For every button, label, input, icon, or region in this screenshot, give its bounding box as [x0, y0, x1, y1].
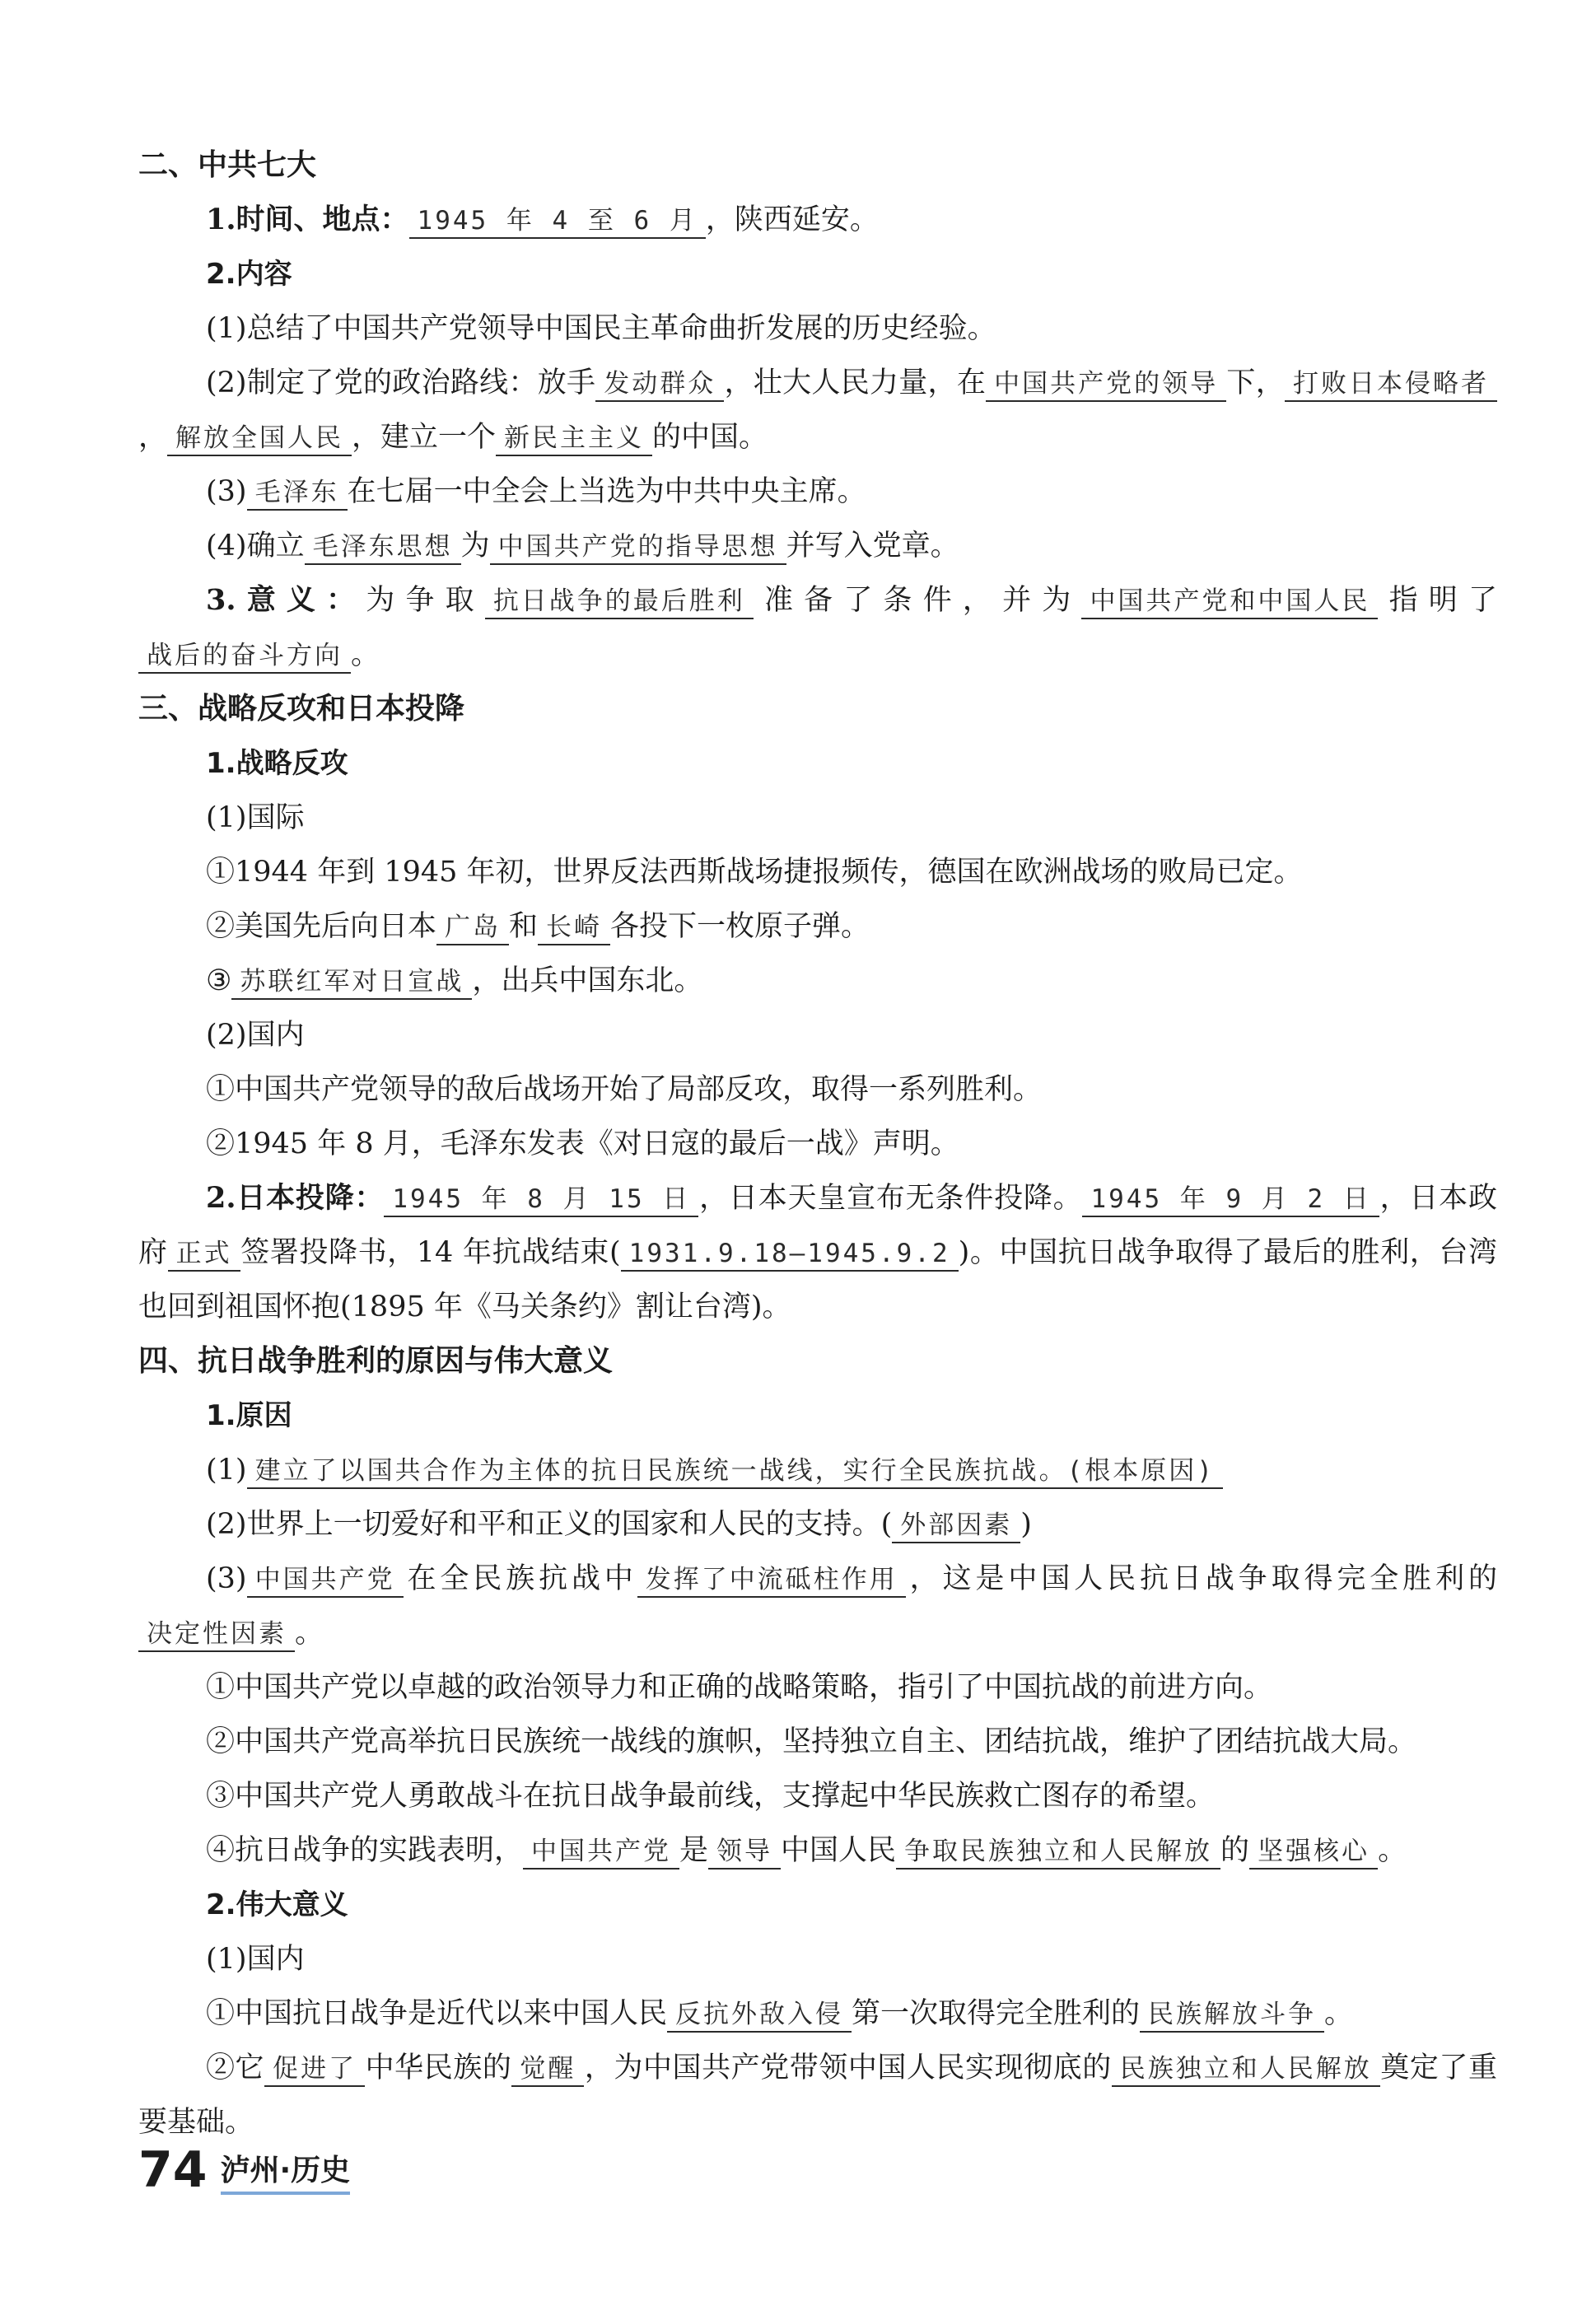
- text: ④抗日战争的实践表明，: [206, 1834, 524, 1867]
- reason-3-point-2: ②中国共产党高举抗日民族统一战线的旗帜，坚持独立自主、团结抗战，维护了团结抗战大局。: [206, 1725, 1417, 1758]
- section-heading-ccp-7th-congress: 二、中共七大: [138, 148, 317, 182]
- text: 的中国。: [652, 421, 768, 454]
- international-item-2: [138, 899, 1497, 954]
- fill-blank: 觉醒: [511, 2052, 584, 2087]
- subheading-reasons: 1.原因: [206, 1399, 292, 1432]
- text: ，: [138, 421, 168, 454]
- significance-item-2: [138, 2041, 1497, 2150]
- text: 中国人民: [781, 1834, 897, 1867]
- fill-blank: 中国共产党: [523, 1835, 679, 1870]
- time-location-line: [138, 193, 1497, 247]
- text: ，出兵中国东北。: [472, 964, 703, 997]
- fill-blank: 新民主主义: [496, 422, 652, 456]
- text: (4)确立: [206, 530, 305, 562]
- text: 中华民族的: [365, 2052, 512, 2084]
- fill-blank: 坚强核心: [1249, 1835, 1378, 1870]
- reason-3-point-3: ③中国共产党人勇敢战斗在抗日战争最前线，支撑起中华民族救亡图存的希望。: [206, 1780, 1216, 1813]
- text: ②美国先后向日本: [206, 910, 437, 943]
- text: (2)世界上一切爱好和平和正义的国家和人民的支持。(: [206, 1508, 893, 1541]
- text: 签署投降书，14 年抗战结束(: [240, 1236, 621, 1269]
- reason-item-1: [138, 1443, 1497, 1497]
- fill-blank: 长崎: [538, 911, 610, 945]
- fill-blank: 战后的奋斗方向: [138, 639, 351, 674]
- fill-blank: 解放全国人民: [167, 422, 352, 456]
- page-number: 74: [138, 2141, 208, 2199]
- section-heading-victory-reasons: 四、抗日战争胜利的原因与伟大意义: [138, 1344, 614, 1378]
- fill-blank: 毛泽东: [247, 476, 348, 511]
- text: ，壮大人民力量，在: [724, 366, 987, 399]
- text: ，建立一个: [352, 421, 497, 454]
- text: ②它: [206, 2052, 265, 2084]
- fill-blank: 外部因素: [892, 1509, 1020, 1543]
- text: 为争取: [366, 584, 485, 617]
- subheading-significance: 2.伟大意义: [206, 1888, 348, 1921]
- fill-blank: 1945 年 4 至 6 月: [409, 204, 706, 239]
- fill-blank: 1945 年 8 月 15 日: [384, 1183, 698, 1217]
- text: 第一次取得完全胜利的: [852, 1997, 1141, 2030]
- text: ): [1020, 1508, 1032, 1541]
- domestic-label: (2)国内: [206, 1019, 305, 1052]
- text: (3): [206, 1562, 247, 1595]
- text: 是: [679, 1834, 709, 1867]
- fill-blank: 民族解放斗争: [1140, 1998, 1324, 2033]
- fill-blank: 苏联红军对日宣战: [231, 965, 472, 1000]
- fill-blank: 决定性因素: [138, 1617, 295, 1652]
- subheading-counteroffensive: 1.战略反攻: [206, 747, 348, 780]
- fill-blank: 促进了: [264, 2052, 365, 2087]
- text: 并写入党章。: [786, 530, 959, 562]
- text: 下，: [1226, 366, 1285, 399]
- surrender-paragraph: [138, 1171, 1497, 1334]
- fill-blank: 领导: [708, 1835, 781, 1870]
- fill-blank: 1945 年 9 月 2 日: [1082, 1183, 1379, 1217]
- significance-item-1: [138, 1986, 1497, 2041]
- fill-blank: 争取民族独立和人民解放: [896, 1835, 1220, 1870]
- book-title: 泸州·历史: [221, 2152, 351, 2195]
- text: ，为中国共产党带领中国人民实现彻底的: [584, 2052, 1112, 2084]
- content-item-1: (1)总结了中国共产党领导中国民主革命曲折发展的历史经验。: [206, 312, 996, 345]
- text: 。: [351, 638, 380, 671]
- item-label: 3.意义：: [206, 583, 366, 617]
- text: (2)制定了党的政治路线：放手: [206, 366, 596, 399]
- item-label: 2.日本投降：: [206, 1181, 385, 1215]
- fill-blank: 发挥了中流砥柱作用: [637, 1563, 906, 1598]
- international-item-1: ①1944 年到 1945 年初，世界反法西斯战场捷报频传，德国在欧洲战场的败局已定。: [206, 856, 1303, 889]
- text: 指明了: [1378, 584, 1497, 617]
- page-content: [138, 138, 1497, 2150]
- page-footer: [138, 2141, 351, 2199]
- domestic-label: (1)国内: [206, 1943, 305, 1976]
- text: ③: [206, 964, 232, 997]
- fill-blank: 中国共产党和中国人民: [1081, 585, 1378, 619]
- reason-3-point-1: ①中国共产党以卓越的政治领导力和正确的战略策略，指引了中国抗战的前进方向。: [206, 1671, 1273, 1704]
- item-label: 1.时间、地点：: [206, 203, 409, 236]
- text: ，日本政府: [138, 1182, 1497, 1269]
- text: 各投下一枚原子弹。: [610, 910, 870, 943]
- domestic-item-1: ①中国共产党领导的敌后战场开始了局部反攻，取得一系列胜利。: [206, 1073, 1043, 1106]
- fill-blank: 1931.9.18—1945.9.2: [621, 1237, 959, 1272]
- text: ，陕西延安。: [705, 203, 879, 236]
- fill-blank: 中国共产党: [247, 1563, 404, 1598]
- fill-blank: 打败日本侵略者: [1285, 367, 1497, 402]
- content-item-4: [138, 519, 1497, 573]
- content-item-3: [138, 464, 1497, 519]
- text: 和: [509, 910, 539, 943]
- section-heading-counteroffensive: 三、战略反攻和日本投降: [138, 692, 465, 726]
- significance-line: [138, 573, 1497, 682]
- text: 奠定了重要基础。: [138, 2052, 1497, 2139]
- text: ，这是中国人民抗日战争取得完全胜利的: [905, 1562, 1497, 1595]
- text: 。: [295, 1617, 324, 1650]
- fill-blank: 反抗外敌入侵: [667, 1998, 852, 2033]
- text: )。中国抗日战争取得了最后的胜利，台湾也回到祖国怀抱(1895 年《马关条约》割让台湾)。: [138, 1236, 1497, 1323]
- text: (3): [206, 475, 247, 508]
- subheading-content: 2.内容: [206, 258, 292, 291]
- text: 的: [1220, 1834, 1250, 1867]
- international-item-3: [138, 954, 1497, 1008]
- text: ，日本天皇宣布无条件投降。: [698, 1182, 1083, 1215]
- reason-item-2: [138, 1497, 1497, 1552]
- text: 。: [1378, 1834, 1407, 1867]
- text: 。: [1324, 1997, 1354, 2030]
- text: 为: [460, 530, 490, 562]
- reason-item-3: [138, 1552, 1497, 1660]
- text: 准备了条件，并为: [753, 584, 1082, 617]
- reason-3-point-4: [138, 1823, 1497, 1878]
- fill-blank: 中国共产党的领导: [986, 367, 1226, 402]
- fill-blank: 民族独立和人民解放: [1112, 2052, 1380, 2087]
- fill-blank: 广岛: [436, 911, 509, 945]
- fill-blank: 发动群众: [595, 367, 724, 402]
- domestic-item-2: ②1945 年 8 月，毛泽东发表《对日寇的最后一战》声明。: [206, 1127, 959, 1160]
- text: ①中国抗日战争是近代以来中国人民: [206, 1997, 668, 2030]
- text: 在七届一中全会上当选为中共中央主席。: [347, 475, 866, 508]
- fill-blank: 建立了以国共合作为主体的抗日民族统一战线，实行全民族抗战。(根本原因): [247, 1454, 1223, 1489]
- fill-blank: 正式: [168, 1237, 240, 1272]
- fill-blank: 中国共产党的指导思想: [490, 530, 786, 565]
- fill-blank: 抗日战争的最后胜利: [485, 585, 754, 619]
- international-label: (1)国际: [206, 801, 305, 834]
- text: (1): [206, 1454, 247, 1487]
- text: 在全民族抗战中: [403, 1562, 637, 1595]
- content-item-2: [138, 356, 1497, 464]
- fill-blank: 毛泽东思想: [305, 530, 461, 565]
